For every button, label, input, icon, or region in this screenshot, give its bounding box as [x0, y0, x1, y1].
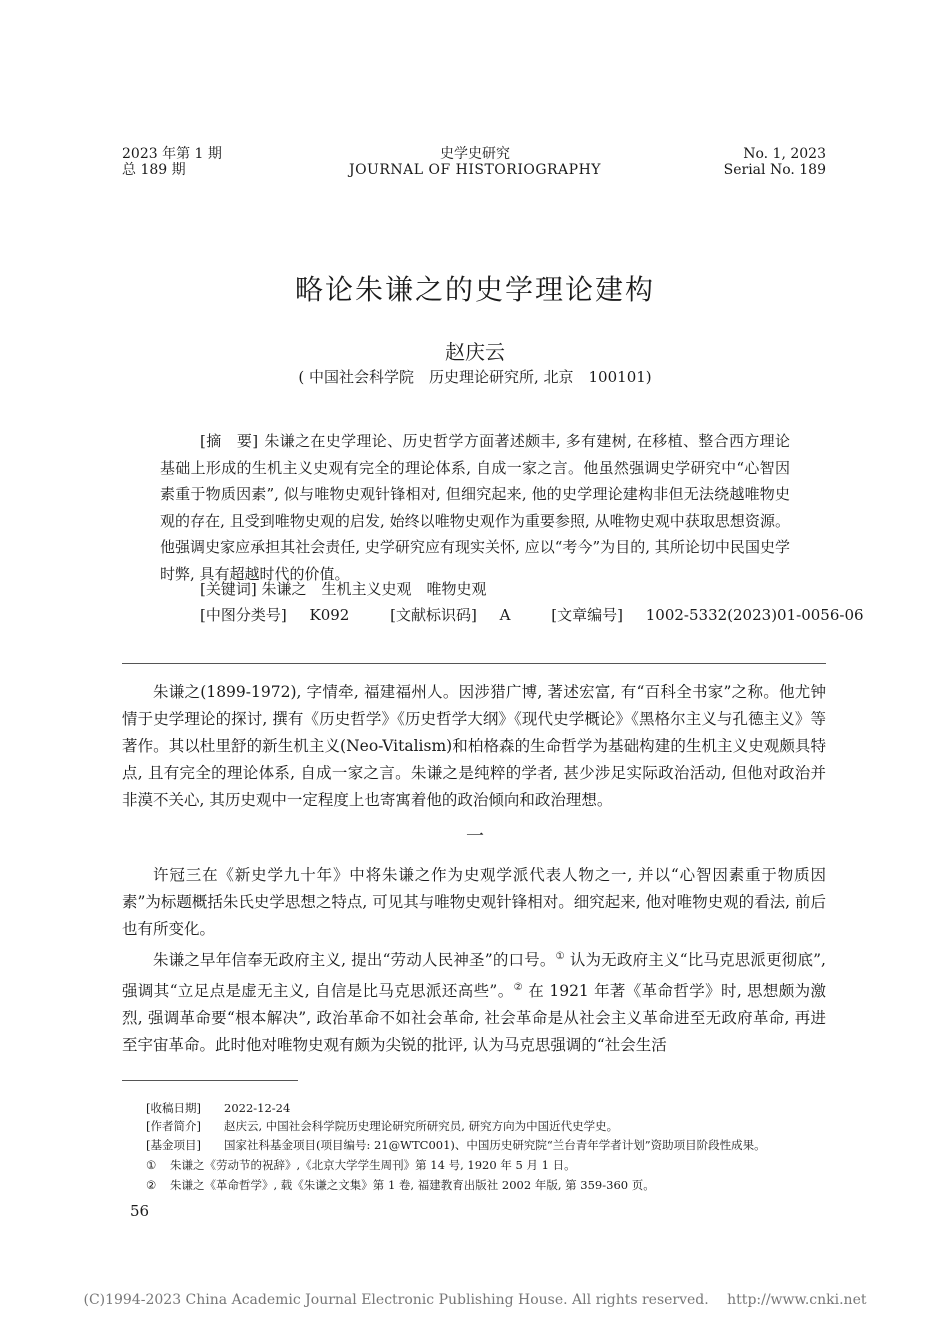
bio-label: [作者简介]: [146, 1119, 201, 1133]
article-no-value: 1002-5332(2023)01-0056-06: [645, 606, 864, 624]
paragraph-text: 在 1921 年著《革命哲学》时, 思想颇为激烈, 强调革命要“根本解决”, 政治革命不如社会革命, 社会革命是从社会主义革命进至无政府革命, 再进至宇宙革命。此时他对唯物史观有颇为尖锐的批评, 认为马克思强调的“社会生活: [122, 982, 826, 1055]
classification-line: [200, 604, 900, 625]
body-paragraph-2: [122, 943, 826, 1059]
footnote-2-text: 朱谦之《革命哲学》, 载《朱谦之文集》第 1 卷, 福建教育出版社 2002 年版, 第 359-360 页。: [170, 1178, 655, 1192]
author-name: 赵庆云: [445, 340, 505, 364]
paragraph-text: 朱谦之早年信奉无政府主义, 提出“劳动人民神圣”的口号。: [153, 951, 556, 970]
abstract: [160, 428, 790, 587]
keywords-label: [关键词]: [200, 580, 257, 598]
abstract-divider: [122, 663, 826, 664]
section-heading: 一: [466, 826, 484, 847]
footnote-1: [146, 1157, 576, 1173]
received-value: 2022-12-24: [224, 1101, 291, 1115]
received-date: [146, 1100, 290, 1116]
serial-number-en: Serial No. 189: [723, 162, 826, 178]
body-paragraph-1: 许冠三在《新史学九十年》中将朱谦之作为史观学派代表人物之一, 并以“心智因素重于物质因素”为标题概括朱氏史学思想之特点, 可见其与唯物史观针锋相对。细究起来, 他对唯物史观的看法, 前后也有所变化。: [122, 866, 826, 938]
article-title: 略论朱谦之的史学理论建构: [294, 273, 655, 306]
abstract-text: 朱谦之在史学理论、历史哲学方面著述颇丰, 多有建树, 在移植、整合西方理论基础上形成的生机主义史观有完全的理论体系, 自成一家之言。他虽然强调史学研究中“心智因素重于物质因素”, 似与唯物史观针锋相对, 但细究起来, 他的史学理论建构非但无法绕越唯物史观的存在, 且受到唯物史观的启发, 始终以唯物史观作为重要参照, 从唯物史观中获取思想资源。他强调史家应承担其社会责任, 史学研究应有现实关怀, 应以“考今”为目的, 其所论切中民国史学时弊, 具有超越时代的价值。: [160, 432, 790, 583]
fund-label: [基金项目]: [146, 1138, 201, 1152]
footnote-2: [146, 1177, 655, 1193]
fund-value: 国家社科基金项目(项目编号: 21@WTC001)、中国历史研究院“兰台青年学者计划”资助项目阶段性成果。: [224, 1138, 766, 1152]
bio-value: 赵庆云, 中国社会科学院历史理论研究所研究员, 研究方向为中国近代史学史。: [224, 1119, 619, 1133]
clc-value: K092: [309, 606, 350, 624]
keywords-text: 朱谦之 生机主义史观 唯物史观: [261, 580, 487, 598]
journal-name-cn: 史学史研究: [440, 146, 510, 162]
page-number: 56: [130, 1202, 150, 1220]
issue-serial: 总 189 期: [122, 162, 186, 178]
author-affiliation: ( 中国社会科学院 历史理论研究所, 北京 100101): [298, 368, 652, 386]
issue-year: 2023 年第 1 期: [122, 146, 222, 162]
copyright-notice: (C)1994-2023 China Academic Journal Electronic Publishing House. All rights reserved. http://www.cnki.net: [83, 1292, 867, 1308]
footnote-divider: [122, 1080, 298, 1081]
doc-code-label: [文献标识码]: [390, 606, 477, 624]
doc-code-value: A: [499, 606, 511, 624]
footnote-1-text: 朱谦之《劳动节的祝辞》,《北京大学学生周刊》第 14 号, 1920 年 5 月 1 日。: [170, 1158, 576, 1172]
keywords: [200, 578, 487, 599]
footnote-ref-1[interactable]: ①: [555, 951, 565, 962]
issue-info-en: [724, 146, 826, 178]
article-no-label: [文章编号]: [551, 606, 623, 624]
journal-name-en: JOURNAL OF HISTORIOGRAPHY: [348, 162, 602, 178]
clc-label: [中图分类号]: [200, 606, 287, 624]
received-label: [收稿日期]: [146, 1101, 201, 1115]
abstract-label: [摘 要]: [200, 432, 259, 450]
footnote-1-mark: ①: [146, 1158, 157, 1172]
funding: [146, 1137, 766, 1153]
intro-paragraph: 朱谦之(1899-1972), 字情牵, 福建福州人。因涉猎广博, 著述宏富, 有“百科全书家”之称。他尤钟情于史学理论的探讨, 撰有《历史哲学》《历史哲学大纲》《现代史学概论》《黑格尔主义与孔德主义》等著作。其以杜里舒的新生机主义(Neo-Vitalism)和柏格森的生命哲学为基础构建的生机主义史观颇具特点, 且有完全的理论体系, 自成一家之言。朱谦之是纯粹的学者, 甚少涉足实际政治活动, 但他对政治并非漠不关心, 其历史观中一定程度上也寄寓着他的政治倾向和政治理想。: [122, 683, 826, 809]
author-bio: [146, 1118, 618, 1134]
issue-number-en: No. 1, 2023: [743, 146, 826, 162]
footnote-2-mark: ②: [146, 1178, 157, 1192]
footnote-ref-2[interactable]: ②: [513, 982, 523, 994]
paragraph-text: 认为无政府主义“比马克思派更彻底”, 强调其“立足点是虚无主义, 自信是比马克思派还高些”。: [122, 951, 826, 1001]
